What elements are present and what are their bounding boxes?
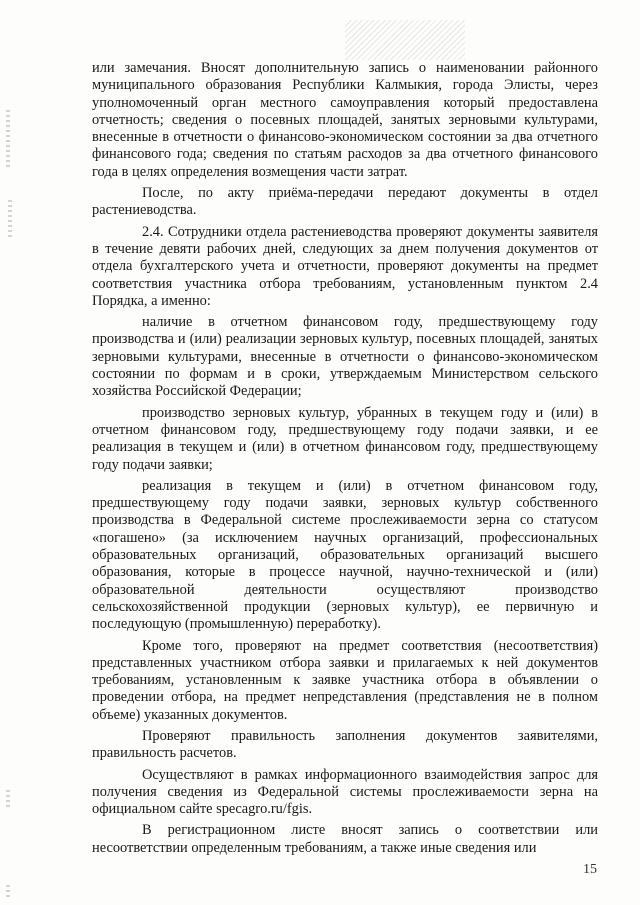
paragraph: Проверяют правильность заполнения документов заявителями, правильность расчетов. [92,727,598,762]
scan-edge-artifact [6,110,10,170]
paragraph: Осуществляют в рамках информационного взаимодействия запрос для получения сведения из Федеральной системы прослеживаемости зерна на официальном сайте specagro.ru/fgis. [92,766,598,818]
scan-edge-artifact [6,885,10,899]
page-number: 15 [583,862,597,877]
paragraph: производство зерновых культур, убранных в текущем году и (или) в отчетном финансовом году, предшествующему году подачи заявки, и ее реализация в текущем и (или) в отчетном финансовом году, предшествующему году подачи заявки; [92,404,598,473]
paragraph: 2.4. Сотрудники отдела растениеводства проверяют документы заявителя в течение девяти рабочих дней, следующих за днем получения документов от отдела бухгалтерского учета и отчетности, проверяют документы на предмет соответствия участника отбора требованиям, установленным пунктом 2.4 Порядка, а именно: [92,223,598,309]
paragraph: В регистрационном листе вносят запись о соответствии или несоответствии определенным требованиям, а также иные сведения или [92,822,598,856]
scan-edge-artifact [6,790,10,810]
paragraph: реализация в текущем и (или) в отчетном финансовом году, предшествующему году подачи заявки, зерновых культур собственного производства в Федеральной системе прослеживаемости зерна со статусом «погашено» (за исключением научных организаций, профессиональных образовательных организаций, образовательных организаций высшего образования, которые в процессе научной, научно-технической и (или) образовательной деятельности осуществляют производство сельскохозяйственной продукции (зерновых культур), ее первичную и последующую (промышленную) переработку). [92,477,598,633]
paragraph: или замечания. Вносят дополнительную запись о наименовании районного муниципального образования Республики Калмыкия, города Элисты, через уполномоченный орган местного самоуправления который предоставлена отчетность; сведения о посевных площадей, занятых зерновыми культурами, внесенные в отчетности о финансово-экономическом состоянии за два отчетного финансового года; сведения по статьям расходов за два отчетного финансового года в целях определения возмещения части затрат. [92,60,598,180]
document-body [92,60,598,861]
paragraph: наличие в отчетном финансовом году, предшествующему году производства и (или) реализации зерновых культур, посевных площадей, занятых зерновыми культурами, внесенные в отчетности о финансово-экономическом состоянии по формам и в сроки, утверждаемым Министерством сельского хозяйства Российской Федерации; [92,314,598,400]
scan-smudge [345,20,465,60]
scan-edge-artifact [8,200,12,240]
paragraph: После, по акту приёма-передачи передают документы в отдел растениеводства. [92,185,598,219]
paragraph: Кроме того, проверяют на предмет соответствия (несоответствия) представленных участником отбора заявки и прилагаемых к ней документов требованиям, установленным к заявке участника отбора в объявлении о проведении отбора, на предмет непредставления (представления не в полном объеме) указанных документов. [92,637,598,723]
